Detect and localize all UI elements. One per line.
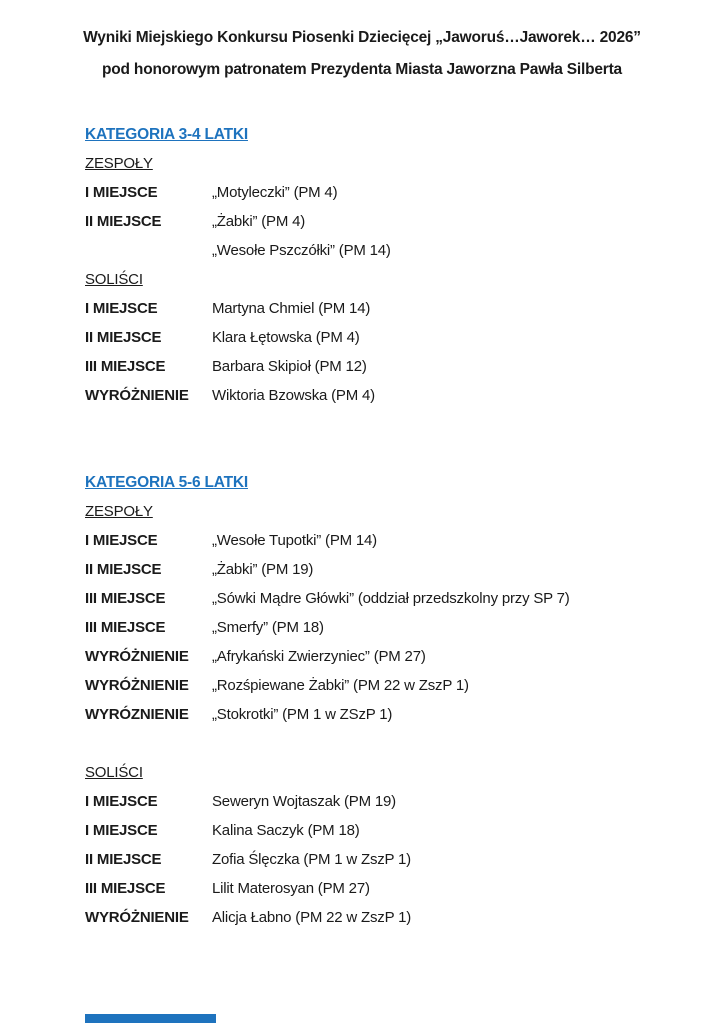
award-row <box>85 526 684 555</box>
section-heading: SOLIŚCI <box>85 764 143 781</box>
award-recipient: „Motyleczki” (PM 4) <box>212 184 338 201</box>
award-recipient: Lilit Materosyan (PM 27) <box>212 880 370 897</box>
award-label: WYRÓŻNIENIE <box>85 909 189 926</box>
award-row <box>85 671 684 700</box>
award-row <box>85 236 684 265</box>
award-recipient: „Smerfy” (PM 18) <box>212 619 324 636</box>
award-row <box>85 700 684 729</box>
award-recipient: „Wesołe Pszczółki” (PM 14) <box>212 242 391 259</box>
award-label: III MIEJSCE <box>85 590 166 607</box>
award-row <box>85 642 684 671</box>
cutoff-next-category-heading-bar <box>85 1014 216 1023</box>
award-label: I MIEJSCE <box>85 184 158 201</box>
award-label: I MIEJSCE <box>85 532 158 549</box>
award-recipient: „Stokrotki” (PM 1 w ZSzP 1) <box>212 706 393 723</box>
category-block <box>85 468 684 932</box>
award-label: I MIEJSCE <box>85 793 158 810</box>
document-header <box>0 0 724 86</box>
award-recipient: „Sówki Mądre Główki” (oddział przedszkolny przy SP 7) <box>212 590 570 607</box>
award-recipient: Klara Łętowska (PM 4) <box>212 329 360 346</box>
award-label: WYRÓŻNIENIE <box>85 677 189 694</box>
document-title-line1: Wyniki Miejskiego Konkursu Piosenki Dziecięcej „Jaworuś…Jaworek… 2026” <box>83 29 641 46</box>
award-row <box>85 816 684 845</box>
award-row <box>85 555 684 584</box>
award-recipient: Martyna Chmiel (PM 14) <box>212 300 371 317</box>
award-label: III MIEJSCE <box>85 619 166 636</box>
category-heading: KATEGORIA 5-6 LATKI <box>85 474 248 491</box>
award-row <box>85 584 684 613</box>
section-heading: SOLIŚCI <box>85 271 143 288</box>
award-recipient: Zofia Ślęczka (PM 1 w ZszP 1) <box>212 851 411 868</box>
award-label: II MIEJSCE <box>85 851 162 868</box>
award-label: II MIEJSCE <box>85 329 162 346</box>
award-label: WYRÓZNIENIE <box>85 706 189 723</box>
award-row <box>85 178 684 207</box>
award-recipient: Wiktoria Bzowska (PM 4) <box>212 387 375 404</box>
award-row <box>85 381 684 410</box>
category-block <box>85 120 684 410</box>
award-label <box>85 236 212 265</box>
category-heading: KATEGORIA 3-4 LATKI <box>85 126 248 143</box>
award-recipient: „Żabki” (PM 4) <box>212 213 306 230</box>
award-label: I MIEJSCE <box>85 822 158 839</box>
results-content <box>0 120 724 932</box>
award-section <box>85 497 684 729</box>
award-label: II MIEJSCE <box>85 561 162 578</box>
award-section <box>85 758 684 932</box>
award-label: WYRÓŻNIENIE <box>85 648 189 665</box>
award-section <box>85 149 684 265</box>
award-row <box>85 352 684 381</box>
section-heading: ZESPOŁY <box>85 155 153 172</box>
award-recipient: „Żabki” (PM 19) <box>212 561 314 578</box>
award-recipient: Seweryn Wojtaszak (PM 19) <box>212 793 396 810</box>
section-heading: ZESPOŁY <box>85 503 153 520</box>
award-label: I MIEJSCE <box>85 300 158 317</box>
award-recipient: Barbara Skipioł (PM 12) <box>212 358 367 375</box>
award-label: III MIEJSCE <box>85 358 166 375</box>
award-recipient: Alicja Łabno (PM 22 w ZszP 1) <box>212 909 412 926</box>
award-row <box>85 323 684 352</box>
award-row <box>85 613 684 642</box>
award-row <box>85 903 684 932</box>
award-recipient: „Wesołe Tupotki” (PM 14) <box>212 532 377 549</box>
award-label: II MIEJSCE <box>85 213 162 230</box>
award-row <box>85 874 684 903</box>
award-recipient: „Afrykański Zwierzyniec” (PM 27) <box>212 648 426 665</box>
award-section <box>85 265 684 410</box>
award-row <box>85 207 684 236</box>
document-title-line2: pod honorowym patronatem Prezydenta Miasta Jaworzna Pawła Silberta <box>102 61 622 78</box>
award-row <box>85 787 684 816</box>
award-label: III MIEJSCE <box>85 880 166 897</box>
award-row <box>85 294 684 323</box>
award-label: WYRÓŻNIENIE <box>85 387 189 404</box>
award-recipient: „Rozśpiewane Żabki” (PM 22 w ZszP 1) <box>212 677 469 694</box>
award-recipient: Kalina Saczyk (PM 18) <box>212 822 360 839</box>
award-row <box>85 845 684 874</box>
